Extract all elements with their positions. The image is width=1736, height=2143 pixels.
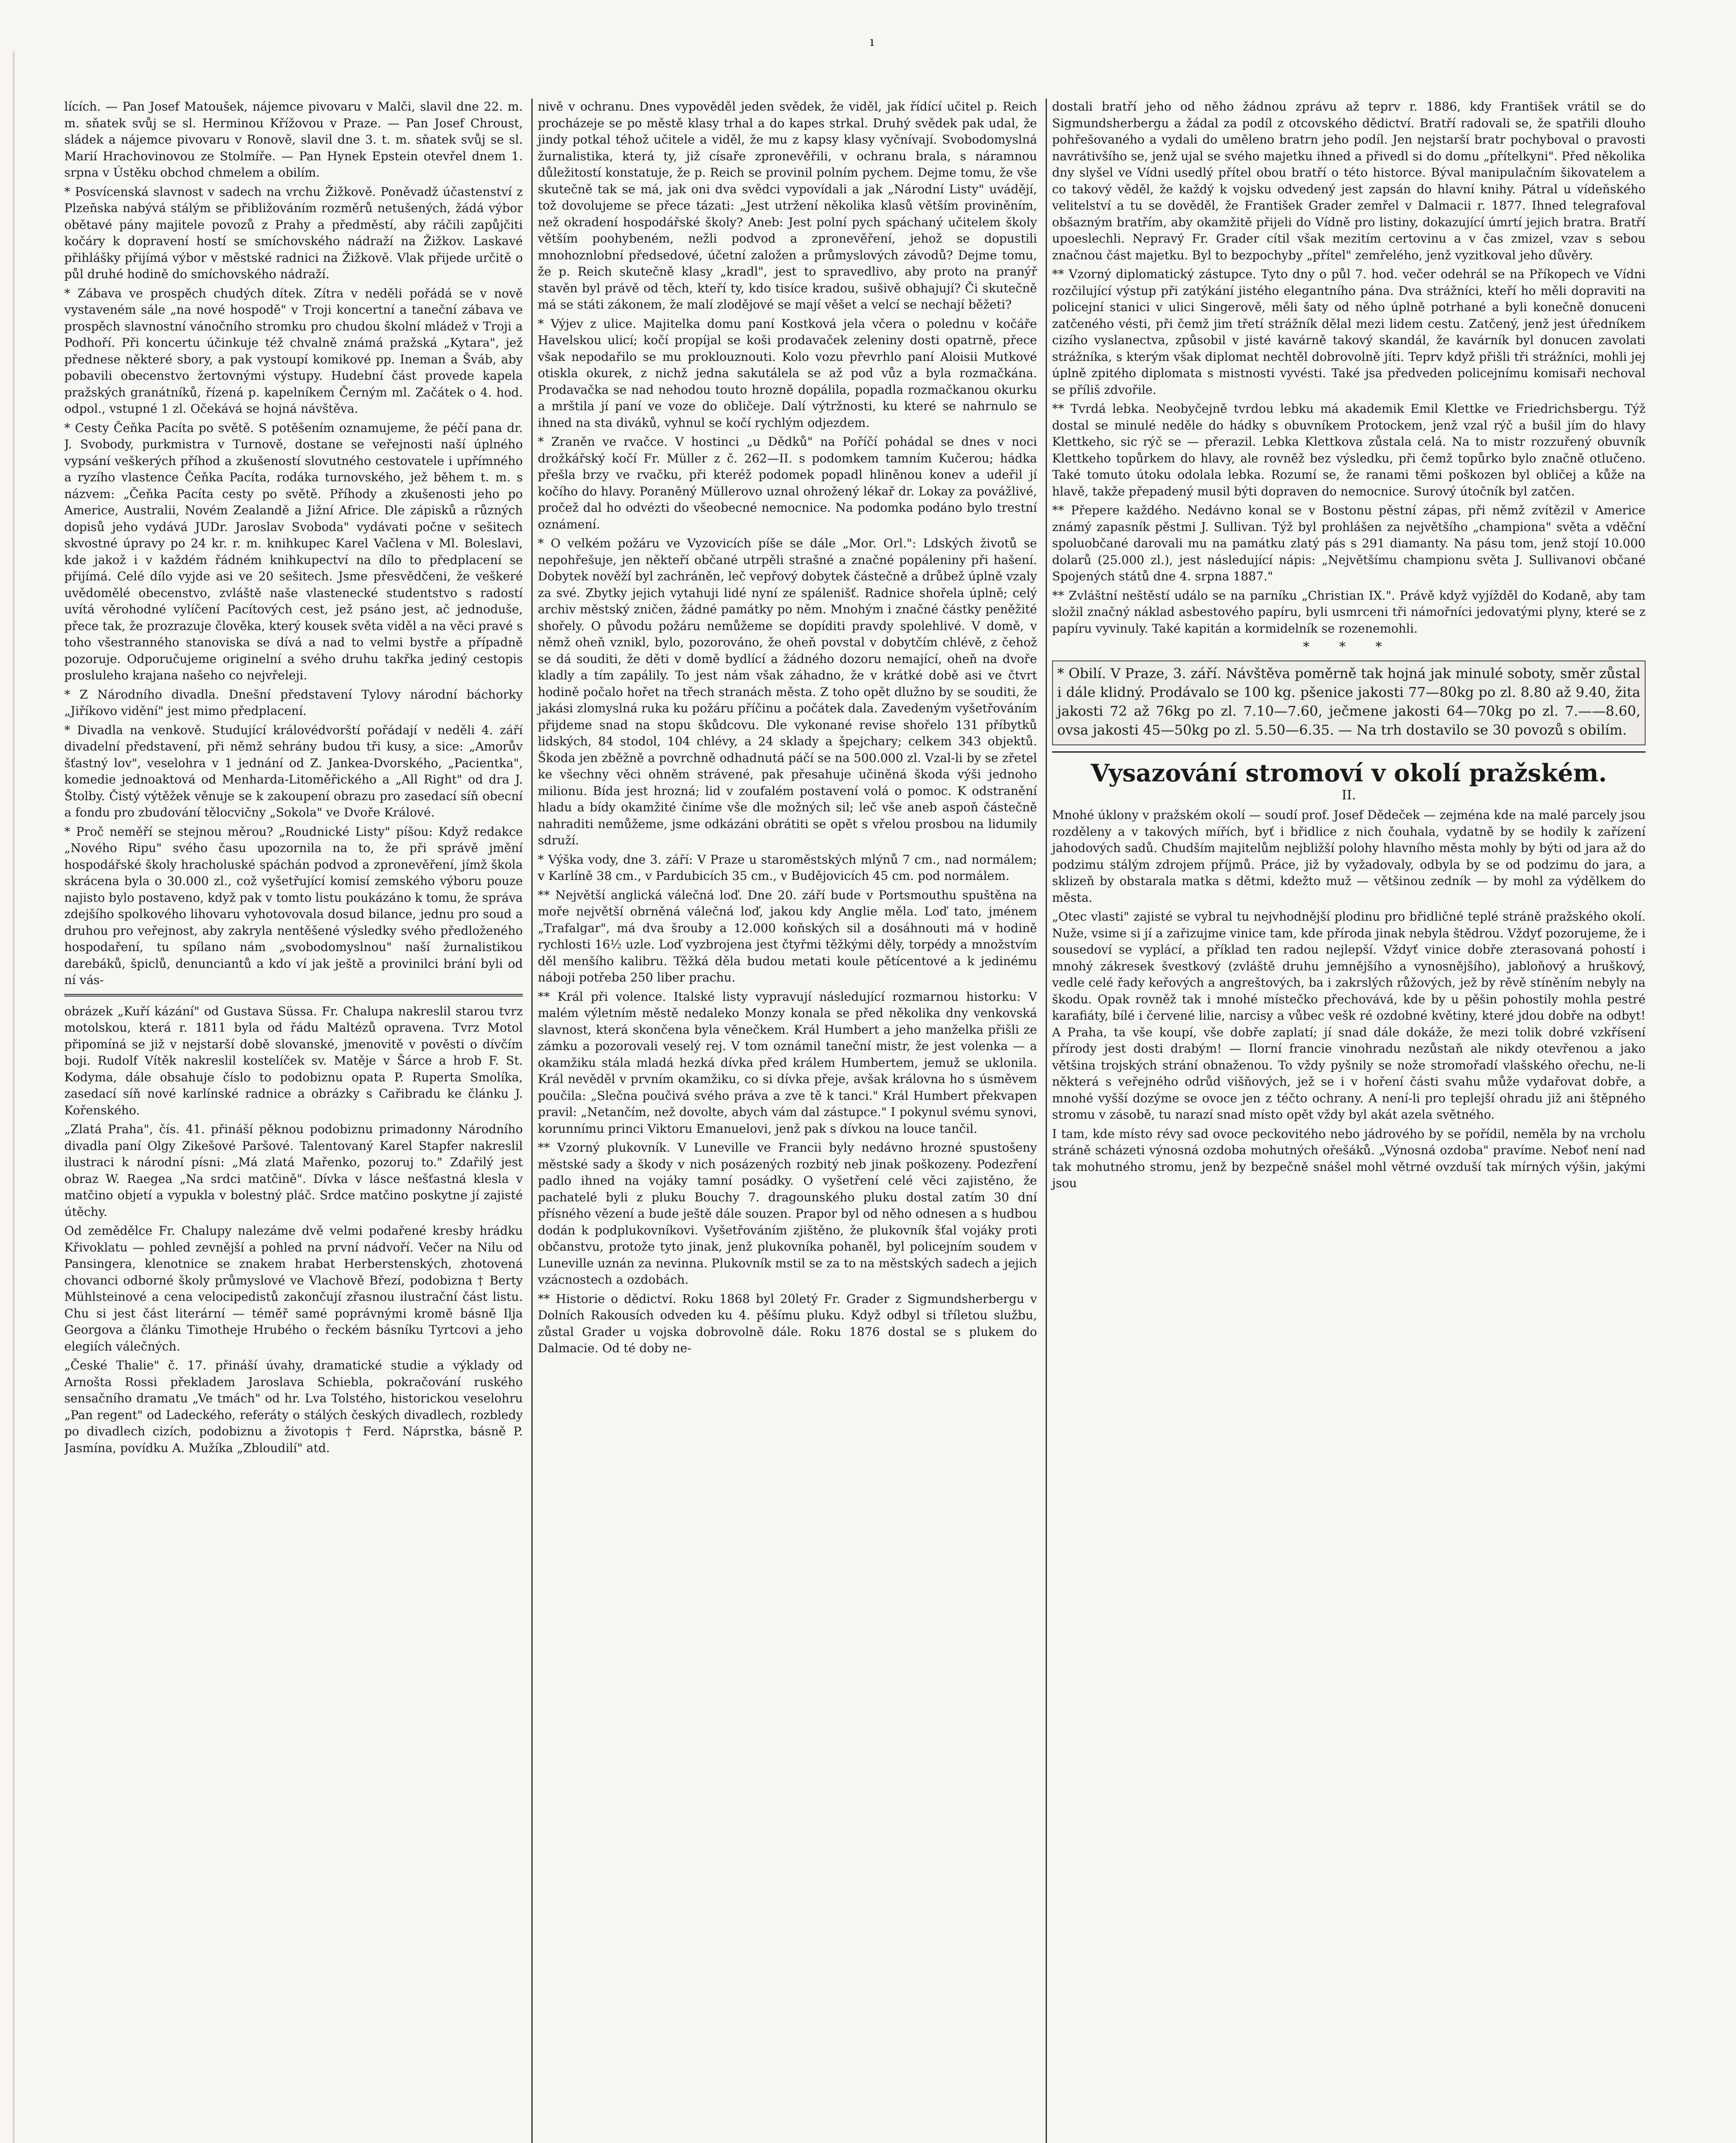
section-divider	[64, 994, 523, 996]
column-2	[531, 99, 1037, 2143]
paragraph: „Otec vlasti" zajisté se vybral tu nejvhodnější plodinu pro břidličné teplé stráně pražského okolí. Nuže, vsime si jí a zařizujme vinice tam, kde příroda jinak nebyla štědrou. Vždyť pozorujeme, že i sousedoví se vyplácí, a příklad ten radou nejlepší. Vždyť vinice dobře zterasovaná pohostí i mnohý zákresek švestkový (zvláště druhu jemnějšího a vynosnějšího), jabloňový a hruškový, vedle celé řady keřových a angreštových, ba i zakrslých růžových, jež by rěvě stíněním nebyly na škodu. Opak rovněž tak i mnohé místečko přechovává, kde by u pěšin pohostily mohla pestré karafiáty, bílé i červené lilie, narcisy a vůbec vešk ré ozdobné květiny, které jdou dobře na odbyt! A Praha, ta vše koupí, vše dobře zaplatí; jí snad dále dokáže, že mezi tolik dobré vzkřísení přírody jest dosti drabým! — Ilorní francie vinohradu nezůstaň ale nikdy otevřenou a jako většina trojských strání obnaženou. To vždy pyšnily se nože stromořadí vlašského ořechu, ne-li některá s veřejného odrůd višňových, jež se i v hoření části svahu může vydařovat dobře, a mnohé vyšší dozýme se ovoce jen z téčto ochrany. A není-li pro teplejší ohradu již ani štěpného stromu v zásobě, tu narazí snad místo opět vždy byl akát azela světného.	[1052, 909, 1646, 1122]
paragraph: * O velkém požáru ve Vyzovicích píše se dále „Mor. Orl.": Ldských životů se nepohřešuje, jen někteří občané utrpěli strašné a značné popáleniny při hašení. Dobytek nověží byl zachráněn, leč vepřový dobytek částečně a drůbež úplně vzaly za své. Zbytky jejich vytahuji lidé nyní ze spálenišť. Radnice shořela úplně; celý archiv městský zničen, žádné památky po něm. Mnohým i značné částky peněžité shořely. O původu požáru nemůžeme se dopíditi pravdy spolehlivé. V domě, v němž oheň vznikl, bylo, pozorováno, že oheň povstal v dobytčím chlévě, z čehož se dá souditi, že děti v domě bydlící a žádného dozoru nemající, oheň na dvoře kladly a tím zapálily. To jest nám však záhadno, že v krátké době asi ve čtvrt hodině počalo hořet na třech stranách města. Z toho opět dlužno by se souditi, že jakási zlomyslná ruka ku požáru příčinu a počátek dala. Zavedeným vyšetřováním přijdeme snad na stopu škůdcovu. Dle vykonané revise shořelo 131 příbytků lidských, 84 stodol, 104 chlévy, a 24 sklady a špejchary; celkem 343 objektů. Škoda jen zběžně a povrchně odhadnutá páčí se na 500.000 zl. Vzal-li by se zřetel ke všechny věci ohněm strávené, pak přesahuje učiněná škoda výši jednoho milionu. Bída jest hrozná; lid v zoufalém postavení volá o pomoc. K odstranění hladu a bídy okamžité činíme vše dle možných sil; leč vše aneb aspoň částečně nahraditi nemůžeme, jsme odkázáni obrátiti se opět s vřelou prosbou na lidumily sdruží.	[538, 536, 1037, 847]
paragraph: * Cesty Čeňka Pacíta po světě. S potěšením oznamujeme, že péčí pana dr. J. Svobody, purkmistra v Turnově, dostane se veřejnosti naší úplného vypsání veškerých příhod a zkušeností slovutného cestovatele i upřímného a ryzího vlastence Čeňka Pacíta, rodáka turnovského, jež během t. m. s názvem: „Čeňka Pacíta cesty po světě. Příhody a zkušenosti jeho po Americe, Australii, Novém Zealandě a Jižní Africe. Dle zápisků a různých dopisů jeho vydává JUDr. Jaroslav Svoboda" vydávati počne v sešitech skvostné úpravy po 24 kr. r. m. knihkupec Karel Vačlena v Ml. Boleslavi, kde jakož i v každém řádném knihkupectví na dílo to předplacení se přijímá. Celé dílo vyjde asi ve 20 sešitech. Jsme přesvědčeni, že veškeré uvědomělé obecenstvo, zvláště naše vlastenecké studentstvo s radostí uvítá věrohodné vylíčení Pacítových cest, jež psáno jest, ač jednoduše, přece tak, že prozrazuje člověka, který kousek světa viděl a na věci pravé s toho všestranného stanoviska se dívá a nad to velmi bystře a případně pozoruje. Odporučujeme originelní a svého druhu takřka jediný cestopis prosluleho krajana našeho co nejvřeleji.	[64, 420, 523, 682]
paragraph: Mnohé úklony v pražském okolí — soudí prof. Josef Dědeček — zejména kde na malé parcely jsou rozděleny a v takových mířích, byť i břidlice z nich čouhala, vydatně by se hodily k zařízení jahodových sadů. Chudším majitelům nejbližší polohy hlavního města mohly by býti od jara až do podzimu stálým zdrojem příjmů. Práce, již by vyžadovaly, odbyla by se od podzimu do jara, a sklizeň by obstarala matka s dětmi, kdežto muž — většinou zedník — by mohl za výdělkem do města.	[1052, 808, 1646, 905]
paragraph: ** Přepere každého. Nedávno konal se v Bostonu pěstní zápas, při němž zvítězil v Americe známý zapasník pěstmi J. Sullivan. Týž byl prohlášen za největšího „championa" světa a vděční spoluobčané darovali mu na památku zlatý pás s 291 diamanty. Na pásu tom, jenž stojí 10.000 dolarů (25.000 zl.), jest následující nápis: „Největšímu championu světa J. Sullivanovi občané Spojených států dne 4. srpna 1887."	[1052, 503, 1646, 583]
section-stars: * * *	[1303, 639, 1395, 654]
paragraph: ** Tvrdá lebka. Neobyčejně tvrdou lebku má akademik Emil Klettke ve Friedrichsbergu. Týž dostal se minulé neděle do hádky s obuvníkem Protockem, jenž vzal rýč a bušil jím do hlavy Klettkeho, sic rýč se — přerazil. Lebka Klettkova zůstala celá. Na to mistr rozzuřený obuvník Klettkeho topůrkem do hlavy, ale rovněž bez výsledku, při čemž topůrko bylo značně otlučeno. Také tomuto útoku odolala lebka. Rozumí se, že ranami těmi poškozen byl obličej a kůže na hlavě, takže přepadený musil býti dopraven do nemocnice. Surový útočník byl zatčen.	[1052, 402, 1646, 498]
newspaper-page	[64, 99, 1736, 2143]
paragraph: obrázek „Kuří kázání" od Gustava Süssa. Fr. Chalupa nakreslil starou tvrz motolskou, která r. 1811 byla od řádu Maltézů opravena. Tvrz Motol připomíná se již v nejstarší době slovanské, jmenovitě v pověsti o dívčím boji. Rudolf Vítěk nakreslil kostelíček sv. Matěje v Šárce a hrob F. St. Kodyma, dále obsahuje číslo to podobiznu opata P. Ruperta Smolíka, zasedací síň nové karlínské radnice a obrázky s Cařibradu ke článku J. Kořenského.	[64, 1004, 523, 1117]
paragraph: „České Thalie" č. 17. přináší úvahy, dramatické studie a výklady od Arnošta Rossi překladem Jaroslava Schiebla, pokračování ruského sensačního dramatu „Ve tmách" od hr. Lva Tolstého, historickou veselohru „Pan regent" od Ladeckého, referáty o stálých českých divadlech, rozbledy po divadlech cizích, podobiznu a životopis † Ferd. Náprstka, básně P. Jasmína, povídku A. Mužíka „Zbloudilí" atd.	[64, 1358, 523, 1455]
paragraph: ** Vzorný plukovník. V Luneville ve Francii byly nedávno hrozné spustošeny městské sady a škody v nich posázených rozbitý neb jinak poškozeny. Podezření padlo ihned na vojáky tamní posádky. O vyšetření celé věci zajistěno, že pachatelé byli z pluku Bouchy 7. dragounského pluku dostal zatím 30 dní přísného vězení a bude ještě dále souzen. Prapor byl od něho odnesen a s hudbou dodán k podplukovníkovi. Vyšetřováním zjištěno, že plukovník šťal vojáky proti občanstvu, protože tyto jinak, jenž plukovníka pohaněl, byl policejním soudem v Luneville uznán za nevinna. Plukovník mstil se za to na městských sadech a jejich vzácnostech a ozdobách.	[538, 1141, 1037, 1287]
paragraph: I tam, kde místo révy sad ovoce peckovitého nebo jádrového by se pořídil, neměla by na vrcholu stráně scházeti výnosná ozdoba mohutných ořešáků. „Výnosná ozdoba" pravíme. Neboť není nad tak mohutného stromu, jenž by bezpečně snášel mohl větrné ovzduší tak mírných výšin, jakými jsou	[1052, 1126, 1646, 1190]
paragraph: dostali bratří jeho od něho žádnou zprávu až teprv r. 1886, kdy František vrátil se do Sigmundsherbergu a žádal za podíl z otcovského dědictví. Bratří radovali se, že spatřili dlouho pohřešovaného a vydali do uměleno bratrn jeho podíl. Jen nejstarší bratr pochyboval o pravosti navrátivšího se, jenž ujal se svého majetku ihned a přivedl si do domu „přítelkyni". Před několika dny slyšel ve Vídni usedlý přítel obou bratří o této historce. Býval manipulačním šikovatelem a co takový věděl, že každý k vojsku odvedený jest zapsán do hlavní knihy. Pátral u vídeňského velitelství a tu se dověděl, že František Grader zemřel v Dalmacii r. 1877. Ihned telegrafoval obšazným bratřím, aby okamžitě přijeli do Vídně pro listiny, dokazující úmrtí jejich bratra. Bratří upoeslechli. Nepravý Fr. Grader cítil však mezitím certovinu a v čas zmizel, vzav s sebou značnou část majetku. Byl to bezpochyby „přítel" zemřelého, jenž vyzitkoval jeho důvěry.	[1052, 99, 1646, 262]
paragraph: * Výška vody, dne 3. září: V Praze u staroměstských mlýnů 7 cm., nad normálem; v Karlíně 38 cm., v Pardubicích 35 cm., v Budějovicích 45 cm. pod normálem.	[538, 852, 1037, 883]
paragraph: „Zlatá Praha", čís. 41. přináší pěknou podobiznu primadonny Národního divadla paní Olgy Zikešové Paršové. Talentovaný Karel Stapfer nakreslil ilustraci k národní písni: „Má zlatá Mařenko, pozoruj to." Zdařilý jest obraz W. Raegea „Na srdci matčině". Dívka v lásce nešťastná klesla v matčino objetí a vypukla v bolestný pláč. Srdce matčino poskytne jí zajisté útěchy.	[64, 1122, 523, 1219]
paragraph: * Proč neměří se stejnou měrou? „Roudnické Listy" píšou: Když redakce „Nového Ripu" svého času upozornila na to, že při správě jmění hospodářské školy hracholuské spáchán podvod a zpronevěření, jímž škola skrácena byla o 30.000 zl., což vyšetřující komisí zemského výboru pouze najisto bylo postaveno, když pak v tomto listu poukázáno k tomu, že správa zdejšího spolkového lihovaru vyhotovovala dosud bilance, jednu pro soud a druhou pro veřejnost, aby zakryla nentěšené výsledky svého předloženého hospodaření, tu spílano nám „svobodomyslnou" naší žurnalistikou darebáků, špiclů, denunciantů a kdo ví jak ještě a provinilci brání byli od ní vás-	[64, 824, 523, 987]
paragraph: * Zábava ve prospěch chudých dítek. Zítra v neděli pořádá se v nově vystaveném sále „na nové hospodě" v Troji koncertní a taneční zábava ve prospěch slavnostní vánočního stromku pro chudou školní mládež v Troji a Podhoří. Při koncertu účinkuje též chvalně známá pražská „Kytara", jež přednese některé sbory, a pak vystoupí komikové pp. Ineman a Šváb, aby pobavili obecenstvo žertovnými výstupy. Hudební část provede kapela pražských granátníků, řízená p. kapelníkem Černým ml. Začátek o 4. hod. odpol., vstupné 1 zl. Očekává se hojná návštěva.	[64, 286, 523, 416]
paragraph: * Zraněn ve rvačce. V hostinci „u Dědků" na Poříčí pohádal se dnes v noci drožkářský kočí Fr. Müller z č. 262—II. s podomkem tamním Kučerou; hádka přešla brzy ve rvačku, při kteréž podomek popadl hliněnou konev a udeřil jí kočího do hlavy. Poraněný Müllerovo uznal ohrožený lékař dr. Lokay za povážlivé, pročež dal ho odvézti do všeobecné nemocnice. Na podomka podáno bylo trestní oznámení.	[538, 435, 1037, 531]
paragraph: ** Historie o dědictví. Roku 1868 byl 20letý Fr. Grader z Sigmundsherbergu v Dolních Rakousích odveden ku 4. pěšímu pluku. Když odbyl si tříletou službu, zůstal Grader u vojska dobrovolně dále. Roku 1876 dostal se s plukem do Dalmacie. Od té doby ne-	[538, 1291, 1037, 1355]
ornament-mark: ı	[870, 34, 874, 49]
paragraph: ** Král při volence. Italské listy vypravují následující rozmarnou historku: V malém výletním městě nedaleko Monzy konala se před několika dny venkovská slavnost, která skončena byla věnečkem. Král Humbert a jeho manželka přišli ze zámku a pozorovali veselý rej. V tom oznámil taneční mistr, že jest volenka — a okamžiku stála mladá hezká dívka před králem Humbertem, jemuž se uklonila. Král nevěděl v prvním okamžiku, co si dívka přeje, avšak královna ho s úsměvem poučila: „Slečna poučivá svého práva a zve tě k tanci." Král Humbert překvapen pravil: „Netančím, než dovolte, abych vám dal zástupce." I pokynul svému synovi, korunnímu princi Viktoru Emanuelovi, jenž pak s dívkou na louce tančil.	[538, 989, 1037, 1136]
paragraph: * Posvícenská slavnost v sadech na vrchu Žižkově. Poněvadž účastenství z Plzeňska nabývá stálým se přibližováním rozměrů netušených, žádá výbor obětavé pány majitele povozů z Prahy a předměstí, aby ráčili zapůjčiti kočáry k dopravení hostí se smíchovského nádraží na Žižkov. Laskavé přihlášky přijímá výbor v městské radnici na Žižkově. Vlak přijede určitě o půl druhé hodině do smíchovského nádraží.	[64, 184, 523, 281]
article-title: Vysazování stromoví v okolí pražském.	[1091, 759, 1607, 787]
paragraph: ** Zvláštní neštěstí událo se na parníku „Christian IX.". Právě když vyjížděl do Kodaně, aby tam složil značný náklad asbestového papíru, byli usmrceni tři námořníci jedovatými plyny, které se z papíru vyvinuly. Také kapitán a kormidelník se rozenemohli.	[1052, 588, 1646, 636]
article-part: II.	[1341, 788, 1356, 803]
page-margin-shadow	[13, 51, 15, 2143]
market-report	[1052, 660, 1646, 745]
divider	[1052, 751, 1646, 753]
paragraph: ** Největší anglická válečná loď. Dne 20. září bude v Portsmouthu spuštěna na moře největší obrněná válečná loď, jakou kdy Anglie měla. Loď tato, jménem „Trafalgar", má dva šrouby a 12.000 koňských sil a dosáhnouti má v hodině rychlosti 16½ uzle. Loď vyzbrojena jest čtyřmi těžkými děly, torpédy a množstvím děl menšího kalibru. Těžká děla budou metati koule pětícentové a k jedinému náboji potřeba 250 liber prachu.	[538, 888, 1037, 984]
paragraph: ** Vzorný diplomatický zástupce. Tyto dny o půl 7. hod. večer odehrál se na Příkopech ve Vídni rozčilující výstup při zatýkání jistého elegantního pána. Dva strážníci, kteří ho měli dopraviti na policejní stanici v ulici Singerově, měli šaty od něho úplně potrhané a byli konečně donuceni zatčeného vésti, při čemž jim třetí strážník dělal mezi lidem cestu. Zatčený, jenž jest úředníkem cizího vyslanectva, způsobil v jisté kavárně takový skandál, že kavárník byl donucen zavolati strážníka, s kterým však diplomat nechtěl dobrovolně jíti. Teprv když přišli tři strážníci, mohli jej úplně zpitého diplomata s mistnosti vyvésti. Také jsa předveden policejnímu komisaři nechoval se příliš zdvořile.	[1052, 267, 1646, 397]
paragraph: * Divadla na venkově. Studující královédvorští pořádají v neděli 4. září divadelní představení, při němž sehrány budou tři kusy, a sice: „Amorův šťastný lov", veselohra v 1 jednání od Z. Jankea-Dvorského, „Pacientka", komedie jednoaktová od Menharda-Litoměřického a „All Right" od dra J. Štolby. Čistý výtěžek věnuje se k zakoupení obrazu pro zasedací síň obecní a fondu pro zbudování tělocvičny „Sokola" ve Dvoře Králové.	[64, 723, 523, 819]
column-1	[64, 99, 523, 2143]
paragraph: nivě v ochranu. Dnes vypověděl jeden svědek, že viděl, jak řídící učitel p. Reich procházeje se po městě klasy trhal a do kapes strkal. Druhý svědek pak udal, že jindy potkal téhož učitele a viděl, že mu z kapsy klasy vyčnívají. Svobodomyslná žurnalistika, která ty, již císaře zpronevěřili, v ochranu brala, s náramnou důležitostí konstatuje, že p. Reich se provinil polním pychem. Dejme tomu, že vše skutečně tak se má, jak oni dva svědci vypovídali a jak „Národní Listy" uvádějí, tož dovolujeme se přece tázati: „Jest utržení několika klasů větším proviněním, než okradení hospodářské školy? Aneb: Jest polní pych spáchaný učitelem školy větším poohybeném, nežli podvod a zpronevěření, jehož se dopustili mnohoznlobní předsedové, účetní založen a průmyslových závodů? Dejme tomu, že p. Reich skutečně klasy „kradl", jest to spravedlivo, aby proto na pranýř stavěn byl právě od těch, kteří ty, kdo tisíce kradou, sušivě obhajují? Či skutečně má se státi zákonem, že malí zlodějové se mají věšet a velcí se nechají běžeti?	[538, 99, 1037, 312]
paragraph: * Z Národního divadla. Dnešní představení Tylovy národní báchorky „Jiříkovo vidění" jest mimo předplacení.	[64, 687, 523, 718]
paragraph: Od zemědělce Fr. Chalupy nalezáme dvě velmi podařené kresby hrádku Křivoklatu — pohled zevnější a pohled na první nádvoří. Večer na Nilu od Pansingera, klenotnice se znakem hrabat Herberstenských, zhotovená chovanci odborné školy průmyslové ve Vlachově Březí, podobizna † Berty Mühlsteinové a cena velocipedistů zakončují zřasnou ilustrační část listu. Chu si jest část literární — téměř samé poprávnými kromě básně Ilja Georgova a článku Timotheje Hrubého o řeckém básníku Tyrtcovi a jeho elegiích válečných.	[64, 1224, 523, 1354]
paragraph: lících. — Pan Josef Matoušek, nájemce pivovaru v Malči, slavil dne 22. m. m. sňatek svůj se sl. Herminou Křížovou v Praze. — Pan Josef Chroust, sládek a nájemce pivovaru v Ronově, slavil dne 3. t. m. sňatek svůj se sl. Marií Hrachovinovou ze Stolmíře. — Pan Hynek Epstein otevřel dnem 1. srpna v Ústěku obchod chmelem a obilím.	[64, 99, 523, 180]
column-3	[1046, 99, 1646, 2143]
paragraph: * Výjev z ulice. Majitelka domu paní Kostková jela včera o polednu v kočáře Havelskou ulicí; kočí propíjal se koši prodavaček zeleniny dosti opatrně, přece však nepodařilo se mu proklouznouti. Kolo vozu převrhlo paní Aloisii Mutkové otiskla okurek, z nichž jedna sakutálela se až pod vůz a byla rozmačkána. Prodavačka se nad nehodou touto hrozně dopálila, popadla rozmačkanou okurku a mrštila jí paní ve voze do obličeje. Dalí výtržnosti, ku které se nahrnulo se ihned na sta diváků, vyhnul se kočí rychlým odjezdem.	[538, 316, 1037, 430]
market-report-text: * Obilí. V Praze, 3. září. Návštěva poměrně tak hojná jak minulé soboty, směr zůstal i dále klidný. Prodávalo se 100 kg. pšenice jakosti 77—80kg po zl. 8.80 až 9.40, žita jakosti 72 až 76kg po zl. 7.10—7.60, ječmene jakosti 64—70kg po zl. 7.——8.60, ovsa jakosti 45—50kg po zl. 5.50—6.35. — Na trh dostavilo se 30 povozů s obilím.	[1057, 665, 1640, 738]
